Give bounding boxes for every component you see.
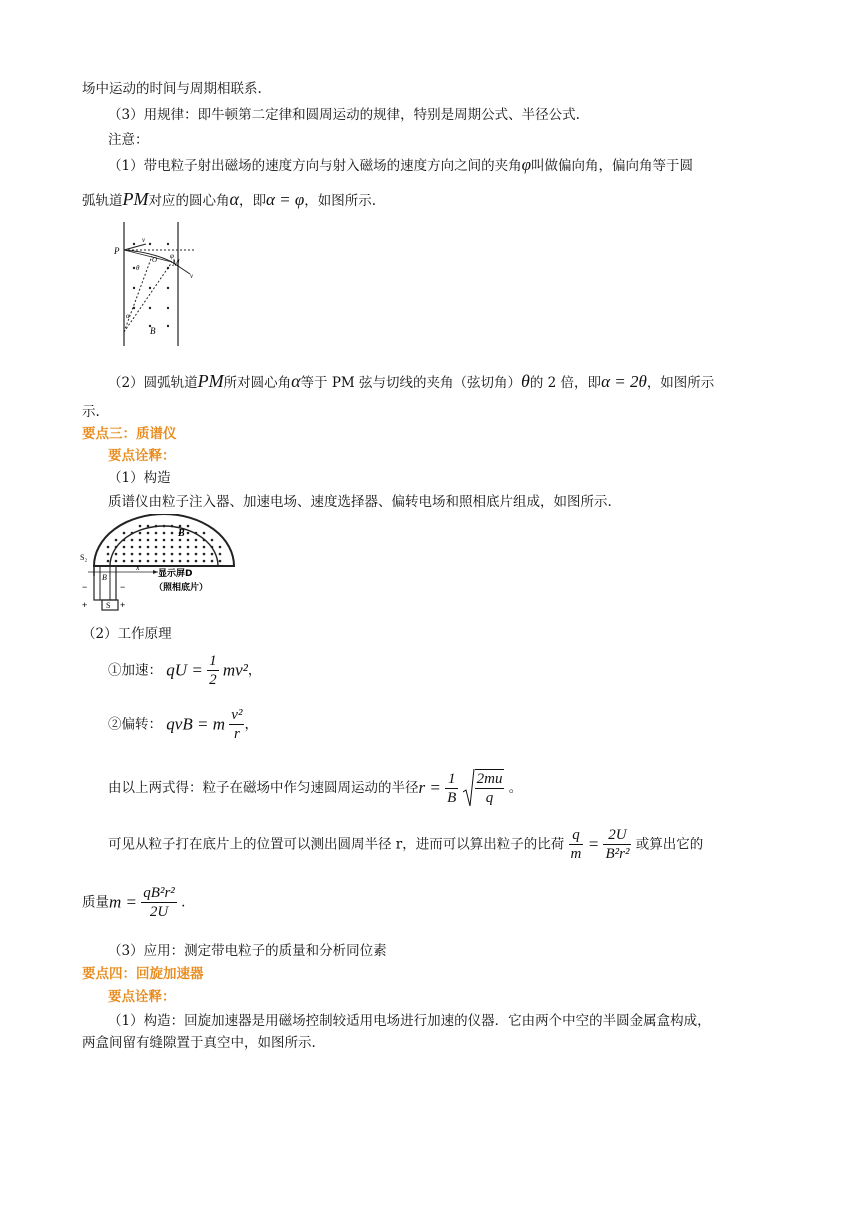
field-dot (155, 539, 158, 542)
field-dot (139, 546, 142, 549)
field-dot (115, 539, 118, 542)
field-dot (131, 539, 134, 542)
field-dot (155, 532, 158, 535)
label-theta: θ (136, 264, 140, 272)
field-dot (187, 525, 190, 528)
fraction-2u-b2r2 (603, 826, 631, 863)
text-fragment: 对应的圆心角 (148, 193, 230, 209)
field-dot (163, 560, 166, 563)
field-dot (203, 553, 206, 556)
field-dot (131, 560, 134, 563)
field-dot (107, 546, 110, 549)
field-dot (115, 546, 118, 549)
field-dot (155, 553, 158, 556)
field-dot (179, 546, 182, 549)
label-v: v (190, 272, 194, 280)
numerator: 1 (209, 653, 217, 669)
label-s: S (106, 601, 111, 610)
text-line: （3）用规律：即牛顿第二定律和圆周运动的规律，特别是周期公式、半径公式. (108, 107, 580, 123)
label-o: O (152, 256, 158, 264)
math-r-eq: r = (418, 778, 441, 797)
field-dot (155, 546, 158, 549)
numerator: 2U (603, 826, 631, 845)
formula-deflection (108, 706, 258, 746)
fraction-mass (141, 884, 177, 921)
math-pm: PM (197, 371, 224, 391)
label-phi: φ (170, 252, 174, 260)
field-dot (195, 553, 198, 556)
field-dot (179, 539, 182, 542)
sqrt (463, 768, 505, 808)
fraction-q-m (569, 826, 584, 863)
text-fragment: 所对圆心角 (223, 375, 292, 391)
text-fragment: （1）带电粒子射出磁场的速度方向与射入磁场的速度方向之间的夹角 (108, 158, 522, 174)
denominator: r (233, 726, 240, 742)
field-dot (219, 560, 222, 563)
numerator: q (569, 826, 584, 845)
field-dot (187, 539, 190, 542)
field-dot (179, 560, 182, 563)
field-dot (107, 560, 110, 563)
text-fragment: （2）圆弧轨道 (108, 375, 198, 391)
math-alpha: α (229, 189, 239, 209)
label-s2: S₂ (80, 553, 88, 562)
text-fragment: . (181, 894, 186, 911)
label-b: B (178, 528, 185, 539)
field-dot (163, 532, 166, 535)
field-dot (219, 546, 222, 549)
math-mv2: mv² (222, 660, 248, 680)
label-alpha: α (126, 312, 130, 320)
formula-mass (82, 884, 185, 926)
text-line: 场中运动的时间与周期相联系. (82, 81, 262, 97)
field-dot (147, 560, 150, 563)
numerator: 1 (445, 770, 458, 789)
fraction-v2-r (229, 706, 244, 743)
field-dot (155, 560, 158, 563)
numerator: qB²r² (143, 885, 175, 901)
math-pm: PM (122, 189, 149, 209)
field-dot (123, 553, 126, 556)
math-alpha-eq: α = φ (265, 190, 305, 209)
denominator: B²r² (605, 846, 630, 862)
text-line: （3）应用：测定带电粒子的质量和分析同位素 (108, 943, 387, 959)
denominator: 2 (209, 672, 217, 688)
field-dot (163, 546, 166, 549)
field-dot (131, 553, 134, 556)
field-dot (211, 546, 214, 549)
text-fragment: 叫做偏向角，偏向角等于圆 (531, 158, 693, 174)
label-minus: − (82, 582, 88, 592)
field-dot (139, 532, 142, 535)
field-dot (187, 546, 190, 549)
text-fragment: 可见从粒子打在底片上的位置可以测出圆周半径 r，进而可以算出粒子的比荷 (108, 836, 565, 853)
label-plus: + (82, 600, 88, 610)
field-dot (155, 525, 158, 528)
field-dot (195, 546, 198, 549)
label-film: （照相底片） (154, 583, 209, 593)
deflection-figure (112, 222, 198, 346)
label-screen: 显示屏D (158, 569, 193, 579)
field-dot (211, 539, 214, 542)
label-p: P (114, 246, 120, 256)
label-v: v (142, 236, 146, 244)
numerator: 2mu (476, 771, 503, 787)
field-dot (147, 532, 150, 535)
field-dot (203, 532, 206, 535)
field-dot (139, 539, 142, 542)
field-dot (163, 539, 166, 542)
text-fragment: 由以上两式得：粒子在磁场中作匀速圆周运动的半径 (108, 780, 419, 796)
text-line: 示. (82, 404, 100, 420)
text-fragment: 质量 (82, 894, 109, 911)
denominator: q (485, 790, 494, 806)
text-line: （1）构造 (108, 470, 171, 486)
field-dot (171, 560, 174, 563)
math-qu: qU = (166, 660, 203, 680)
field-dot (123, 546, 126, 549)
text-line: （1）构造：回旋加速器是用磁场控制较适用电场进行加速的仪器．它由两个中空的半圆金属盒构成， (108, 1013, 711, 1029)
math-qvb: qvB = m (166, 714, 225, 734)
field-dot (171, 525, 174, 528)
field-dot (203, 539, 206, 542)
text-line (108, 156, 693, 175)
text-fragment: 等于 PM 弦与切线的夹角（弦切角） (300, 375, 522, 391)
denominator: m (570, 846, 582, 862)
field-dot (123, 560, 126, 563)
field-dot (187, 532, 190, 535)
text-fragment: 的 2 倍，即 (529, 375, 602, 391)
label-b1: B (102, 573, 107, 582)
heading-cyclotron: 要点四：回旋加速器 (82, 966, 204, 982)
field-dot (203, 546, 206, 549)
field-dot (147, 553, 150, 556)
label-m: M (172, 258, 180, 268)
denominator: 2U (149, 904, 169, 920)
text-fragment: ①加速： (108, 662, 162, 679)
field-dot (163, 525, 166, 528)
denominator: B (447, 789, 457, 806)
field-dot (179, 525, 182, 528)
math-eq: = (587, 834, 600, 854)
field-dot (131, 546, 134, 549)
text-fragment: ， (244, 716, 258, 733)
field-dot (147, 539, 150, 542)
text-fragment: ， (247, 662, 262, 679)
text-line: 两盒间留有缝隙置于真空中，如图所示. (82, 1035, 316, 1051)
field-dot (147, 546, 150, 549)
fraction-2mu-q (475, 769, 505, 807)
field-dot (123, 539, 126, 542)
text-line (108, 372, 714, 392)
field-dot (171, 539, 174, 542)
text-fragment: 弧轨道 (82, 193, 123, 209)
text-line: （2）工作原理 (82, 626, 172, 642)
label-b: B (150, 326, 156, 336)
field-dot (171, 553, 174, 556)
subheading: 要点诠释： (108, 989, 176, 1005)
text-fragment: 。 (508, 780, 523, 796)
formula-acceleration (108, 652, 261, 692)
subheading: 要点诠释： (108, 448, 176, 464)
formula-radius (108, 768, 522, 810)
field-dot (139, 560, 142, 563)
text-fragment: ，如图所示. (304, 193, 377, 209)
field-dot (139, 525, 142, 528)
text-fragment: ，如图所示 (646, 375, 715, 391)
fraction-half (207, 652, 219, 689)
fraction-1-b (445, 770, 458, 807)
label-x: x (136, 563, 140, 572)
field-dot (171, 532, 174, 535)
numerator: v² (231, 707, 243, 723)
math-alpha: α (291, 371, 301, 391)
field-dot (179, 553, 182, 556)
field-dot (195, 560, 198, 563)
math-phi: φ (521, 155, 531, 174)
field-dot (187, 553, 190, 556)
heading-mass-spectrometer: 要点三：质谱仪 (82, 426, 177, 442)
text-fragment: 或算出它的 (635, 836, 704, 853)
field-dot (115, 560, 118, 563)
field-dot (219, 553, 222, 556)
text-line (82, 190, 376, 210)
field-dot (123, 532, 126, 535)
math-m-eq: m = (109, 892, 137, 912)
text-line: 注意： (108, 132, 149, 148)
field-dot (147, 525, 150, 528)
label-minus: − (120, 582, 126, 592)
math-theta: θ (521, 371, 530, 391)
math-alpha2: α = 2θ (601, 372, 647, 391)
field-dot (187, 560, 190, 563)
text-fragment: ②偏转： (108, 716, 162, 733)
field-dot (139, 553, 142, 556)
text-line: 质谱仪由粒子注入器、加速电场、速度选择器、偏转电场和照相底片组成，如图所示. (108, 494, 612, 510)
field-dot (211, 560, 214, 563)
field-dot (195, 532, 198, 535)
label-plus: + (120, 600, 126, 610)
text-fragment: ，即 (238, 193, 266, 209)
field-dot (171, 546, 174, 549)
field-dot (107, 553, 110, 556)
mass-spectrometer-figure (80, 514, 252, 614)
formula-charge-mass (108, 826, 703, 868)
field-dot (195, 539, 198, 542)
field-dot (163, 553, 166, 556)
field-dot (203, 560, 206, 563)
field-dot (211, 553, 214, 556)
field-dot (115, 553, 118, 556)
field-dot (131, 532, 134, 535)
